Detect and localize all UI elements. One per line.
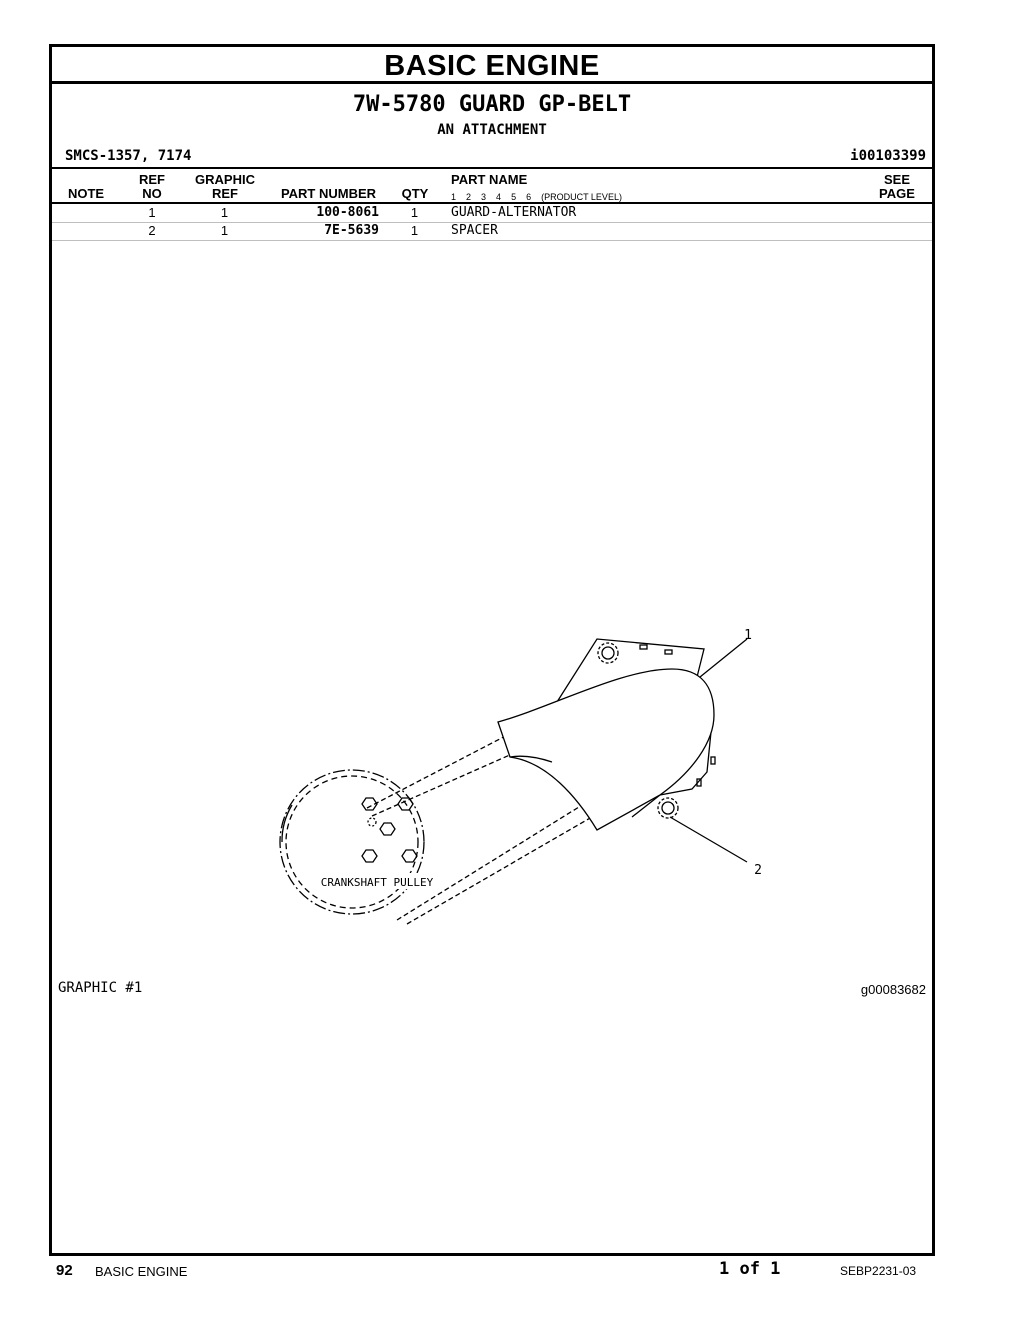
col-note-header: NOTE bbox=[67, 186, 105, 201]
ref-no: 2 bbox=[148, 223, 156, 238]
alternator-guard-body bbox=[498, 669, 714, 830]
belt-guard-illustration bbox=[252, 577, 762, 937]
col-see-header-top: SEE bbox=[883, 172, 910, 187]
footer-doc-number: SEBP2231-03 bbox=[840, 1264, 917, 1278]
spacer-bolt-hole-inner bbox=[662, 802, 674, 814]
col-ref-header-bottom: NO bbox=[142, 186, 162, 201]
pulley-bolt-hex bbox=[362, 850, 377, 862]
part-number: 100-8061 bbox=[316, 205, 379, 220]
callout-2: 2 bbox=[754, 863, 762, 878]
footer-page-of: 1 of 1 bbox=[719, 1259, 781, 1279]
illustration-id: i00103399 bbox=[850, 148, 926, 164]
belt-lower-outer bbox=[397, 802, 587, 920]
col-graphic-header-bottom: REF bbox=[212, 186, 238, 201]
product-level-2: 2 bbox=[466, 192, 472, 202]
smcs-code: SMCS-1357, 7174 bbox=[65, 148, 192, 164]
col-graphic-header-top: GRAPHIC bbox=[195, 172, 255, 187]
product-level-caption: (PRODUCT LEVEL) bbox=[541, 192, 622, 202]
group-title: 7W-5780 GUARD GP-BELT bbox=[352, 92, 632, 117]
product-level-6: 6 bbox=[526, 192, 532, 202]
belt-upper-inner bbox=[372, 754, 512, 816]
pulley-edge-left bbox=[282, 805, 292, 842]
product-level-4: 4 bbox=[496, 192, 502, 202]
belt-lower-inner bbox=[407, 814, 597, 924]
header-top-rule bbox=[52, 167, 932, 169]
graphic-ref: 1 bbox=[220, 205, 229, 220]
part-number: 7E-5639 bbox=[324, 223, 379, 238]
pulley-bolt-hex bbox=[402, 850, 417, 862]
bracket-bolt-hole-inner bbox=[602, 647, 614, 659]
product-levels bbox=[451, 192, 632, 202]
group-subtitle: AN ATTACHMENT bbox=[437, 122, 547, 138]
leader-line-1 bbox=[700, 639, 747, 677]
belt-upper-outer bbox=[367, 729, 519, 808]
graphic-label: GRAPHIC #1 bbox=[58, 980, 143, 996]
pulley-bolt-hex bbox=[380, 823, 395, 835]
product-level-1: 1 bbox=[451, 192, 457, 202]
graphic-id: g00083682 bbox=[860, 982, 926, 997]
qty: 1 bbox=[410, 223, 419, 238]
bracket-bolt-hole bbox=[598, 643, 618, 663]
ref-no: 1 bbox=[148, 205, 156, 220]
col-part-name-header: PART NAME bbox=[451, 172, 528, 187]
leader-line-2 bbox=[670, 817, 747, 862]
graphic-ref: 1 bbox=[220, 223, 229, 238]
product-level-3: 3 bbox=[481, 192, 487, 202]
spacer-bolt-hole bbox=[658, 798, 678, 818]
qty: 1 bbox=[410, 205, 419, 220]
pulley-label: CRANKSHAFT PULLEY bbox=[320, 876, 434, 889]
part-name: SPACER bbox=[451, 223, 498, 238]
pulley-hub bbox=[368, 818, 376, 826]
table-row bbox=[52, 204, 932, 223]
rim-tab bbox=[711, 757, 715, 764]
callout-1: 1 bbox=[744, 628, 752, 643]
footer-page-number: 92 bbox=[56, 1262, 73, 1279]
section-title: BASIC ENGINE bbox=[52, 47, 932, 84]
col-see-header-bottom: PAGE bbox=[879, 186, 915, 201]
col-part-number-header: PART NUMBER bbox=[280, 186, 377, 201]
rim-tab bbox=[640, 645, 647, 649]
table-row bbox=[52, 222, 932, 241]
crankshaft-pulley-rim bbox=[280, 770, 424, 914]
rim-tab bbox=[697, 779, 701, 786]
col-ref-header-top: REF bbox=[139, 172, 165, 187]
footer-section: BASIC ENGINE bbox=[95, 1264, 188, 1279]
page-frame bbox=[49, 44, 935, 1256]
rim-tab bbox=[665, 650, 672, 654]
col-qty-header: QTY bbox=[401, 186, 429, 201]
part-name: GUARD-ALTERNATOR bbox=[451, 205, 577, 220]
product-level-5: 5 bbox=[511, 192, 517, 202]
